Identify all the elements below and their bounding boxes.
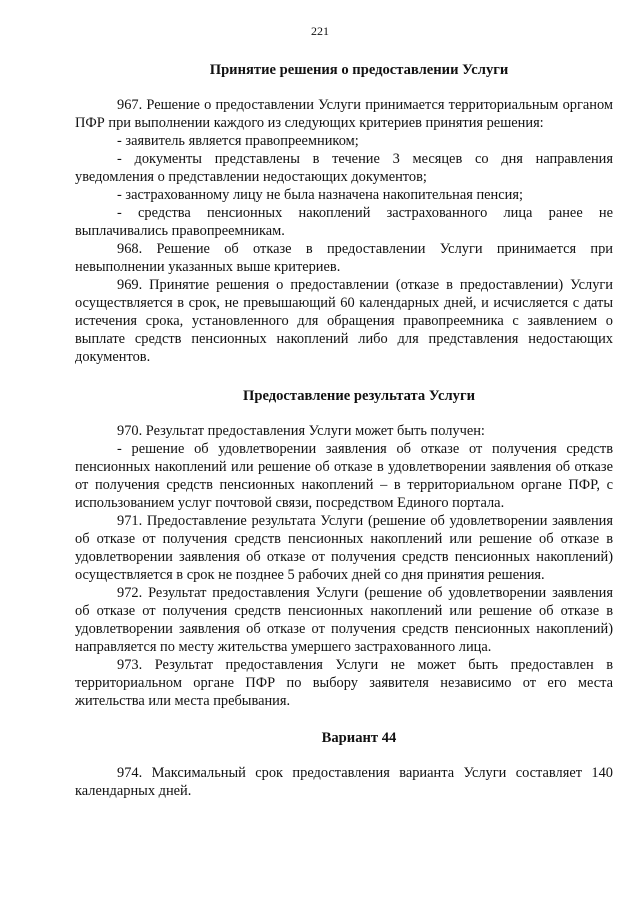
- list-item-no-pension: - застрахованному лицу не была назначена накопительная пенсия;: [117, 187, 523, 203]
- paragraph-969: 969. Принятие решения о предоставлении (отказе в предоставлении) Услуги осуществляется в срок, не превышающий 60 календарных дней, и исчисляется с даты истечения срока, установленного для обращения правопреемника с заявлением о выплате средств пенсионных накоплений либо для представления недостающих документов.: [75, 277, 613, 365]
- list-item-decision-delivery: - решение об удовлетворении заявления об отказе от получения средств пенсионных накоплений или решение об отказе в удовлетворении заявления об отказе от получения средств пенсионных накоплений – в территориальном органе ПФР, с использованием услуг почтовой связи, посредством Единого портала.: [75, 441, 613, 511]
- section-heading-result: Предоставление результата Услуги: [243, 388, 475, 404]
- paragraph-970: 970. Результат предоставления Услуги может быть получен:: [117, 423, 485, 439]
- section-heading-variant-44: Вариант 44: [321, 730, 397, 746]
- list-item-not-paid: - средства пенсионных накоплений застрахованного лица ранее не выплачивались правопреемникам.: [75, 205, 613, 239]
- paragraph-971: 971. Предоставление результата Услуги (решение об удовлетворении заявления об отказе от получения средств пенсионных накоплений или решение об отказе в удовлетворении заявления об отказе от получения средств пенсионных накоплений) осуществляется в срок не позднее 5 рабочих дней со дня принятия решения.: [75, 513, 613, 583]
- page-number: 221: [311, 24, 329, 38]
- section-result: [75, 386, 613, 710]
- paragraph-974: 974. Максимальный срок предоставления варианта Услуги составляет 140 календарных дней.: [75, 765, 613, 799]
- paragraph-967: 967. Решение о предоставлении Услуги принимается территориальным органом ПФР при выполнении каждого из следующих критериев принятия решения:: [75, 97, 613, 131]
- paragraph-973: 973. Результат предоставления Услуги не может быть предоставлен в территориальном органе ПФР по выбору заявителя независимо от его места жительства или места пребывания.: [75, 657, 613, 709]
- list-item-documents: - документы представлены в течение 3 месяцев со дня направления уведомления о представлении недостающих документов;: [75, 151, 613, 185]
- paragraph-972: 972. Результат предоставления Услуги (решение об удовлетворении заявления об отказе от получения средств пенсионных накоплений или решение об отказе в удовлетворении заявления об отказе от получения средств пенсионных накоплений) направляется по месту жительства умершего застрахованного лица.: [75, 585, 613, 655]
- document-body: [75, 60, 613, 800]
- section-decision: [75, 60, 613, 366]
- paragraph-968: 968. Решение об отказе в предоставлении Услуги принимается при невыполнении указанных выше критериев.: [75, 241, 613, 275]
- section-variant-44: [75, 728, 613, 800]
- section-heading-decision: Принятие решения о предоставлении Услуги: [209, 62, 509, 78]
- list-item-successor: - заявитель является правопреемником;: [117, 133, 359, 149]
